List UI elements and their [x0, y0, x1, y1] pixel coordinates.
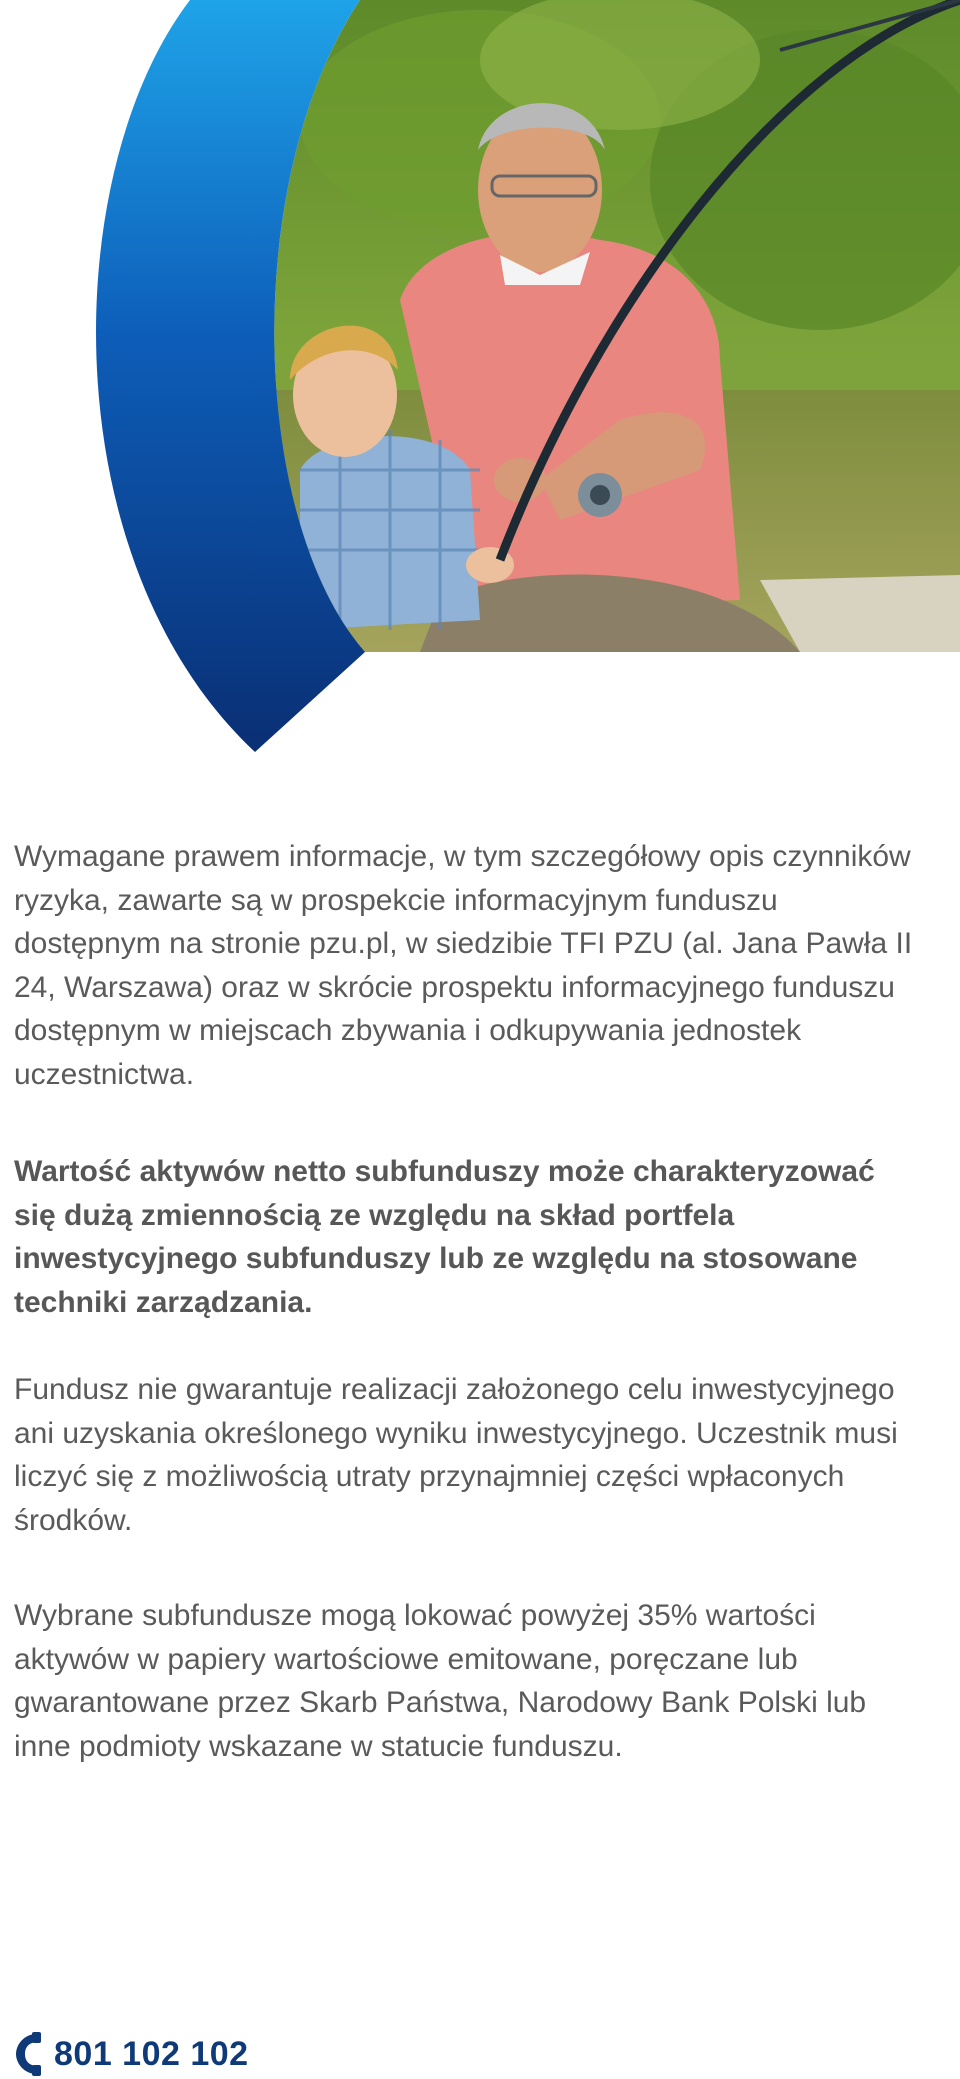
volatility-warning-paragraph: Wartość aktywów netto subfunduszy może charakteryzować się dużą zmiennością ze względu na skład portfela inwestycyjnego subfunduszy lub ze względu na stosowane techniki zarządzania.: [14, 1155, 875, 1319]
phone-number[interactable]: 801 102 102: [54, 2035, 249, 2073]
hero-illustration: [0, 0, 960, 760]
legal-info-paragraph: Wymagane prawem informacje, w tym szczegółowy opis czynników ryzyka, zawarte są w prospekcie informacyjnym funduszu dostępnym na stronie pzu.pl, w siedzibie TFI PZU (al. Jana Pawła II 24, Warszawa) oraz w skrócie prospektu informacyjnego funduszu dostępnym w miejscach zbywania i odkupywania jednostek uczestnictwa.: [14, 840, 913, 1091]
no-guarantee-paragraph: Fundusz nie gwarantuje realizacji założonego celu inwestycyjnego ani uzyskania określonego wyniku inwestycyjnego. Uczestnik musi liczyć się z możliwością utraty przynajmniej części wpłaconych środków.: [14, 1373, 898, 1537]
contact-phone[interactable]: [12, 2030, 249, 2078]
hero-section: [0, 0, 960, 760]
phone-handset-icon: [12, 2032, 42, 2076]
securities-limit-paragraph: Wybrane subfundusze mogą lokować powyżej 35% wartości aktywów w papiery wartościowe emitowane, poręczane lub gwarantowane przez Skarb Państwa, Narodowy Bank Polski lub inne podmioty wskazane w statucie funduszu.: [14, 1599, 867, 1763]
